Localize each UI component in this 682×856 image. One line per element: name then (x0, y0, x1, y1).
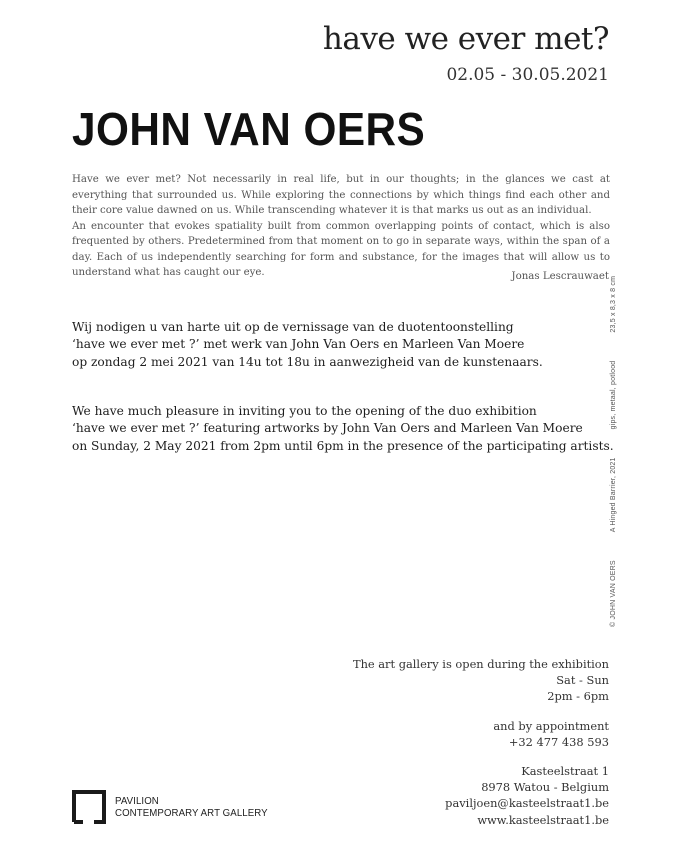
gallery-info (353, 656, 609, 828)
exhibition-dates: 02.05 - 30.05.2021 (446, 65, 609, 85)
opening-hours: 2pm - 6pm (547, 689, 609, 704)
intro-text (72, 172, 610, 281)
intro-paragraph-2: An encounter that evokes spatiality built from common overlapping points of contact, which is also frequented by others. Predetermined from that moment on to go in separate ways, within the span of a day. Each of us independently searching for form and substance, for the images that will allow us to understand what has caught our eye. (72, 220, 610, 278)
image-credit (610, 276, 617, 627)
invitation-line: ‘have we ever met ?’ featuring artworks by John Van Oers and Marleen Van Moere (72, 421, 583, 436)
address-street: Kasteelstraat 1 (521, 764, 609, 779)
credit-materials: gips, metaal, potlood (610, 360, 617, 430)
credit-work: A Hinged Barrier, 2021 (610, 457, 617, 533)
artist-name: JOHN VAN OERS (72, 103, 426, 155)
invitation-line: op zondag 2 mei 2021 van 14u tot 18u in aanwezigheid van de kunstenaars. (72, 354, 543, 369)
gallery-logo (72, 790, 281, 824)
address-city: 8978 Watou - Belgium (481, 780, 609, 795)
email-link[interactable]: paviljoen@kasteelstraat1.be (445, 796, 609, 811)
appointment-text: and by appointment (493, 718, 609, 733)
phone-number[interactable]: +32 477 438 593 (508, 734, 609, 749)
pavilion-logo-icon (72, 790, 106, 824)
opening-days: Sat - Sun (556, 673, 609, 688)
invitation-line: Wij nodigen u van harte uit op de vernissage van de duotentoonstelling (72, 320, 514, 334)
website-link[interactable]: www.kasteelstraat1.be (477, 812, 609, 827)
exhibition-title: have we ever met? (322, 21, 609, 57)
opening-line: The art gallery is open during the exhibition (352, 657, 609, 671)
invitation-line: ‘have we ever met ?’ met werk van John Van Oers en Marleen Van Moere (72, 337, 525, 352)
credit-copyright: © JOHN VAN OERS (610, 560, 617, 627)
credit-dimensions: 23,5 x 8,3 x 8 cm (610, 275, 617, 333)
intro-author: Jonas Lescrauwaet (511, 271, 609, 282)
logo-name: PAVILION (115, 794, 159, 807)
invitation-dutch (72, 319, 543, 371)
invitation-line: on Sunday, 2 May 2021 from 2pm until 6pm in the presence of the participating artists. (72, 438, 614, 453)
invitation-english (72, 403, 614, 455)
intro-paragraph-1: Have we ever met? Not necessarily in real life, but in our thoughts; in the glances we cast at everything that surrounded us. While exploring the connections by which things find each other and their core value dawned on us. While transcending whatever it is that marks us out as an individual. (72, 174, 610, 216)
logo-tagline: CONTEMPORARY ART GALLERY (115, 807, 268, 819)
invitation-line: We have much pleasure in inviting you to the opening of the duo exhibition (72, 404, 537, 418)
